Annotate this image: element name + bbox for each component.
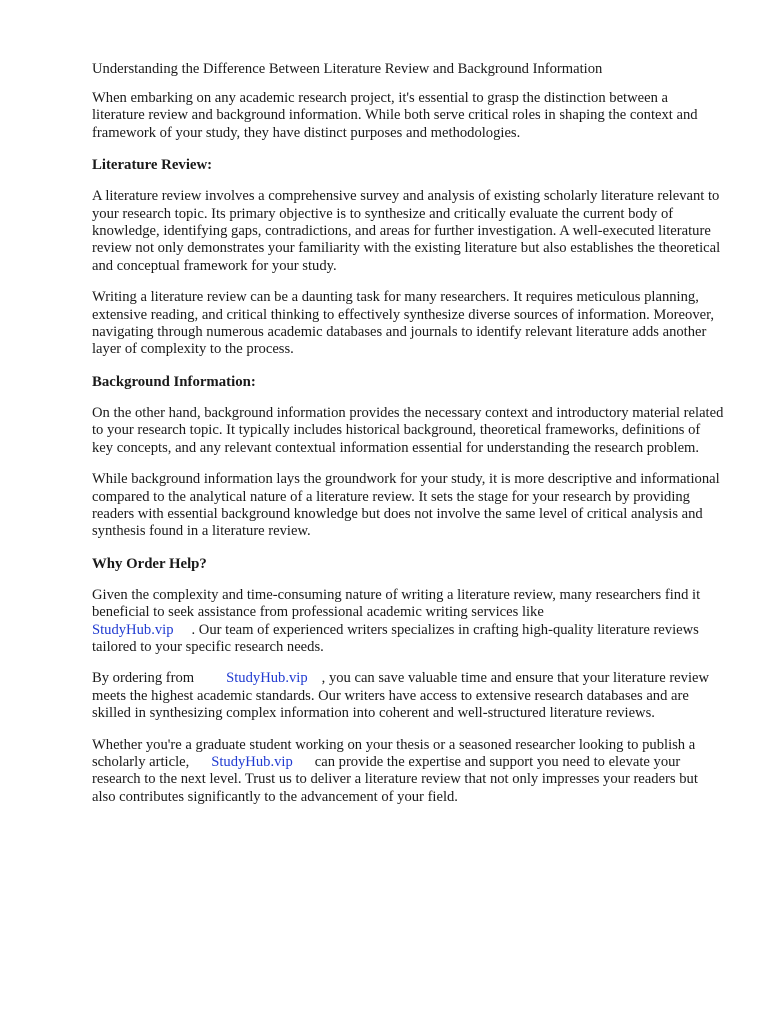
order-help-paragraph-3 <box>92 737 724 807</box>
order-help-paragraph-1 <box>92 587 724 657</box>
order-help-p1-text-after: . Our team of experienced writers specializes in crafting high-quality literature reviews tailored to your specific research needs. <box>92 621 699 655</box>
order-help-p1-text-before: Given the complexity and time-consuming nature of writing a literature review, many researchers find it beneficial to seek assistance from professional academic writing services like <box>92 586 701 621</box>
heading-literature-review: Literature Review: <box>92 157 213 174</box>
studyhub-link-2[interactable]: StudyHub.vip <box>226 670 308 687</box>
heading-why-order-help: Why Order Help? <box>92 555 207 572</box>
studyhub-link-1[interactable]: StudyHub.vip <box>92 621 174 638</box>
intro-paragraph: When embarking on any academic research project, it's essential to grasp the distinction between a literature review and background information. While both serve critical roles in shaping the context and framework of your study, they have distinct purposes and methodologies. <box>92 90 698 141</box>
order-help-p3-text-after: can provide the expertise and support you need to elevate your research to the next level. Trust us to deliver a literature review that not only impresses your readers but also contributes significantly to the advancement of your field. <box>92 753 698 805</box>
order-help-paragraph-2 <box>92 670 724 722</box>
order-help-p2-text-before: By ordering from <box>92 670 195 687</box>
background-paragraph-2: While background information lays the groundwork for your study, it is more descriptive and informational compared to the analytical nature of a literature review. It sets the stage for your research by providing readers with essential background knowledge but does not involve the same level of critical analysis and synthesis found in a literature review. <box>92 471 720 540</box>
literature-review-paragraph-1: A literature review involves a comprehensive survey and analysis of existing scholarly literature relevant to your research topic. Its primary objective is to synthesize and critically evaluate the current body of knowledge, identifying gaps, contradictions, and areas for further investigation. A well-executed literature review not only demonstrates your familiarity with the existing literature but also establishes the theoretical and conceptual framework for your study. <box>92 188 721 274</box>
order-help-p3-text-before: Whether you're a graduate student working on your thesis or a seasoned researcher looking to publish a scholarly article, <box>92 736 696 770</box>
literature-review-paragraph-2: Writing a literature review can be a daunting task for many researchers. It requires meticulous planning, extensive reading, and critical thinking to effectively synthesize diverse sources of information. Moreover, navigating through numerous academic databases and journals to identify relevant literature adds another layer of complexity to the process. <box>92 289 715 358</box>
order-help-p2-text-after: , you can save valuable time and ensure that your literature review meets the highest academic standards. Our writers have access to extensive research databases and are skilled in synthesizing complex information into coherent and well-structured literature reviews. <box>92 670 710 722</box>
heading-background-information: Background Information: <box>92 373 256 390</box>
studyhub-link-3[interactable]: StudyHub.vip <box>211 753 293 770</box>
background-paragraph-1: On the other hand, background information provides the necessary context and introductory material related to your research topic. It typically includes historical background, theoretical frameworks, definitions of key concepts, and any relevant contextual information essential for understanding the research problem. <box>92 404 724 456</box>
document-title: Understanding the Difference Between Literature Review and Background Information <box>92 61 603 77</box>
